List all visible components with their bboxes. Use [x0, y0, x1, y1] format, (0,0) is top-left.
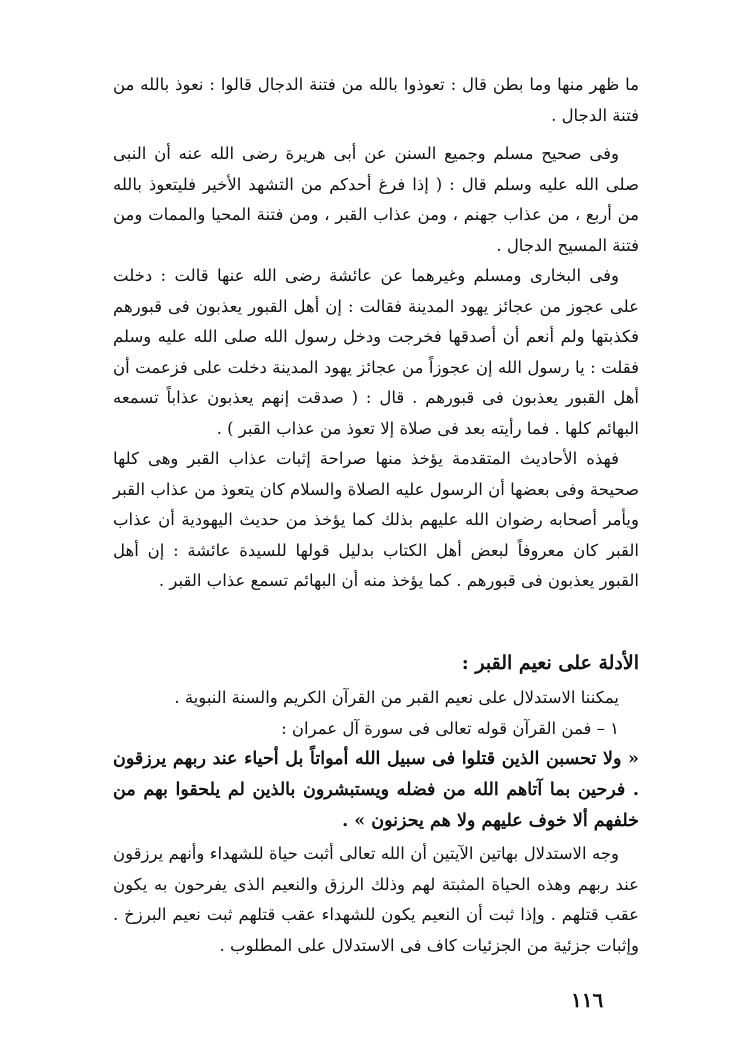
- paragraph-3: وفى البخارى ومسلم وغيرهما عن عائشة رضى الله عنها قالت : دخلت على عجوز من عجائز يهود المدينة فقالت : إن أهل القبور يعذبون فى قبورهم فكذبتها ولم أنعم أن أصدقها فخرجت ودخل رسول الله صلى الله عليه وسلم فقلت : يا رسول الله إن عجوزاً من عجائز يهود المدينة دخلت على فزعمت أن أهل القبور يعذبون فى قبورهم . قال : ( صدقت إنهم يعذبون عذاباً تسمعه البهائم كلها . فما رأيته بعد فى صلاة إلا تعوذ من عذاب القبر ) .: [113, 266, 639, 438]
- section-heading: الأدلة على نعيم القبر :: [461, 652, 639, 674]
- page-number: ١١٦: [571, 988, 604, 1012]
- quran-quote: « ولا تحسبن الذين قتلوا فى سبيل الله أمواتاً بل أحياء عند ربهم يرزقون . فرحين بما آتاهم الله من فضله ويستبشرون بالذين لم يلحقوا بهم من خلفهم ألا خوف عليهم ولا هم يحزنون » .: [113, 749, 639, 831]
- paragraph-4: فهذه الأحاديث المتقدمة يؤخذ منها صراحة إثبات عذاب القبر وهى كلها صحيحة وفى بعضها أن الرسول عليه الصلاة والسلام كان يتعوذ من عذاب القبر ويأمر أصحابه رضوان الله عليهم بذلك كما يؤخذ من حديث اليهودية أن عذاب القبر كان معروفاً لبعض أهل الكتاب بدليل قولها للسيدة عائشة : إن أهل القبور يعذبون فى قبورهم . كما يؤخذ منه أن البهائم تسمع عذاب القبر .: [113, 449, 639, 590]
- paragraph-2: وفى صحيح مسلم وجميع السنن عن أبى هريرة رضى الله عنه أن النبى صلى الله عليه وسلم قال : ( إذا فرغ أحدكم من التشهد الأخير فليتعوذ بالله من أربع ، من عذاب جهنم ، ومن عذاب القبر ، ومن فتنة المحيا والممات ومن فتنة المسيح الدجال .: [113, 144, 639, 255]
- paragraph-1: ما ظهر منها وما بطن قال : تعوذوا بالله من فتنة الدجال قالوا : نعوذ بالله من فتنة الدجال .: [113, 75, 639, 125]
- paragraph-6: ١ – فمن القرآن قوله تعالى فى سورة آل عمران :: [281, 718, 619, 738]
- paragraph-5: يمكننا الاستدلال على نعيم القبر من القرآن الكريم والسنة النبوية .: [174, 688, 619, 707]
- closing-paragraph: وجه الاستدلال بهاتين الآيتين أن الله تعالى أثبت حياة للشهداء وأنهم يرزقون عند ربهم وهذه الحياة المثبتة لهم وذلك الرزق والنعيم الذى يفرحون به يكون عقب قتلهم . وإذا ثبت أن النعيم يكون للشهداء عقب قتلهم ثبت نعيم البرزخ . وإثبات جزئية من الجزئيات كاف فى الاستدلال على المطلوب .: [113, 844, 639, 955]
- text-block-bottom: [113, 683, 639, 961]
- text-block-top: [113, 70, 639, 597]
